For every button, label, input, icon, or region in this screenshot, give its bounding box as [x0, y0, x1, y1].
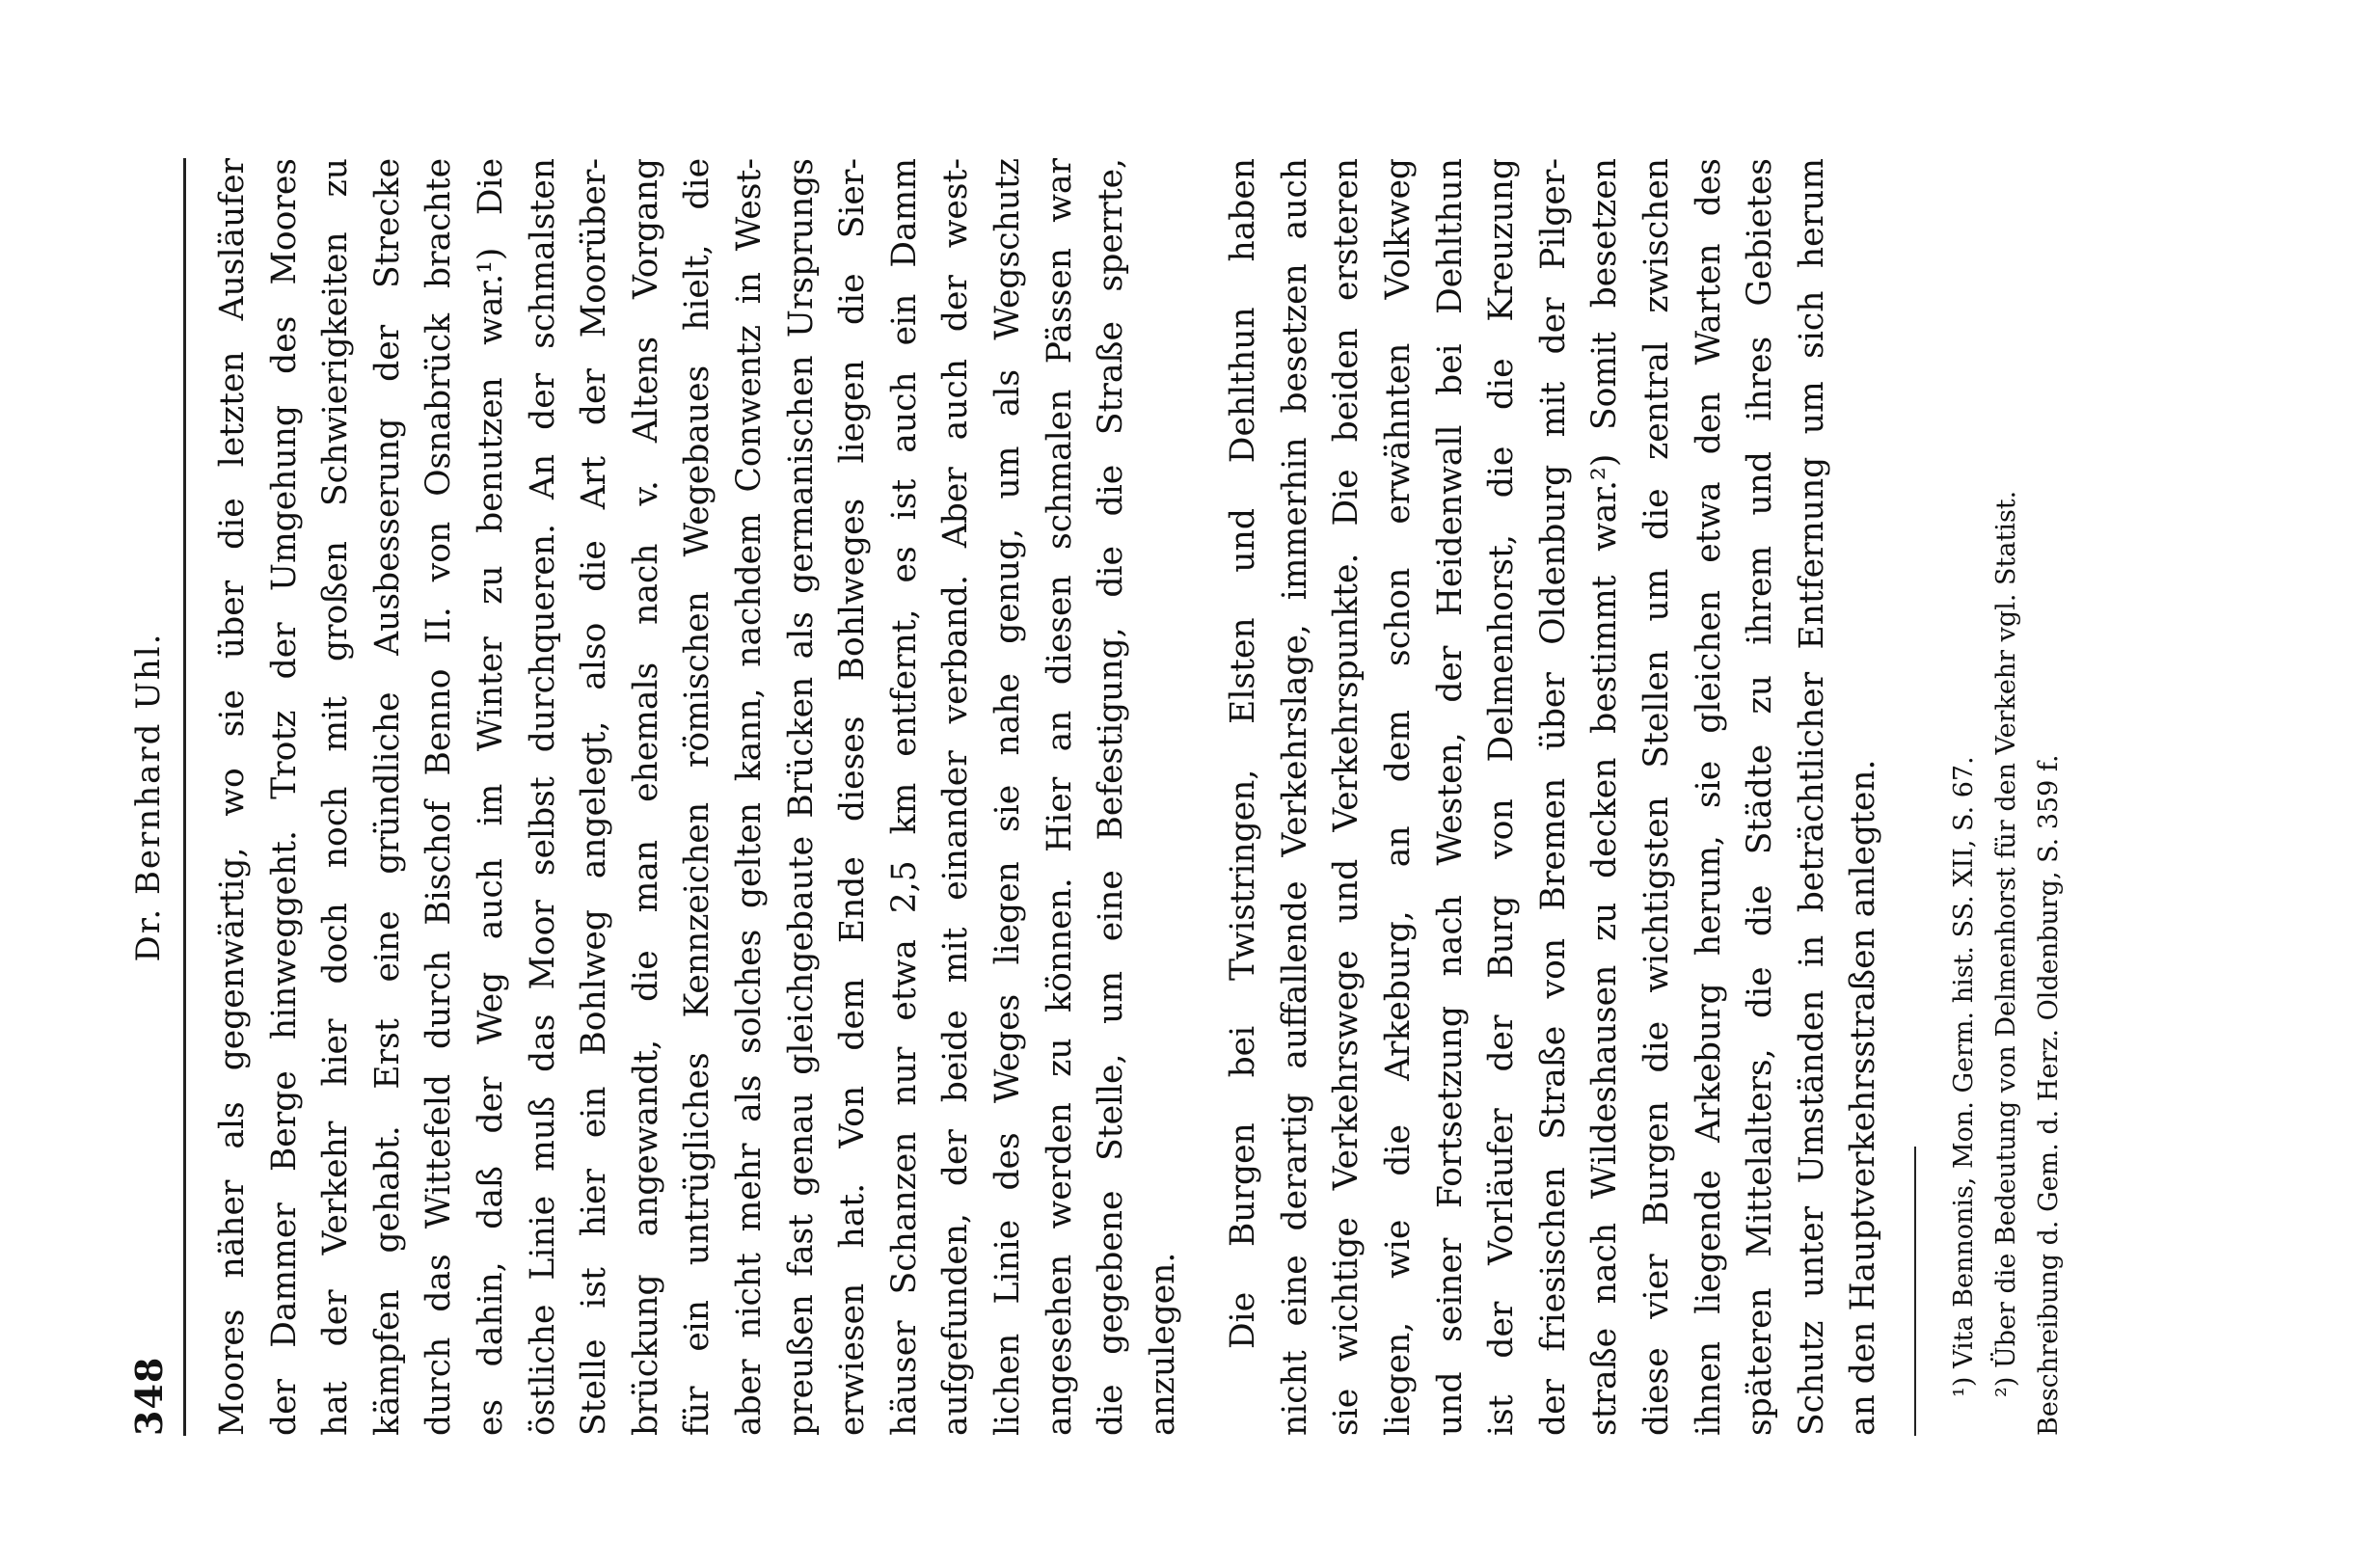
text-line: hat der Verkehr hier doch noch mit großen Schwierigkeiten zu — [316, 158, 356, 1436]
text-line: die gegebene Stelle, um eine Befestigung, die die Straße sperrte, — [1092, 158, 1131, 1436]
text-line: Stelle ist hier ein Bohlweg angelegt, also die Art der Moorüber- — [575, 158, 614, 1436]
text-line: anzulegen. — [1143, 1252, 1182, 1436]
text-line: Moores näher als gegenwärtig, wo sie über die letzten Ausläufer — [213, 158, 252, 1436]
text-line: lichen Linie des Weges liegen sie nahe genug, um als Wegschutz — [987, 158, 1027, 1436]
page-header — [125, 158, 186, 1436]
text-line: preußen fast genau gleichgebaute Brücken als germanischen Ursprungs — [781, 158, 821, 1436]
text-line: ihnen liegende Arkeburg herum, sie gleichen etwa den Warten des — [1689, 158, 1728, 1436]
text-line: erwiesen hat. Von dem Ende dieses Bohlweges liegen die Sier- — [833, 158, 873, 1436]
text-line: aufgefunden, der beide mit einander verband. Aber auch der west- — [936, 158, 976, 1436]
text-line: straße nach Wildeshausen zu decken bestimmt war.²) Somit besetzen — [1585, 158, 1625, 1436]
text-line: ist der Vorläufer der Burg von Delmenhorst, die die Kreuzung — [1482, 158, 1522, 1436]
text-line: nicht eine derartig auffallende Verkehrslage, immerhin besetzen auch — [1275, 158, 1314, 1436]
text-line: aber nicht mehr als solches gelten kann, nachdem Conwentz in West- — [729, 158, 769, 1436]
text-line: brückung angewandt, die man ehemals nach v. Altens Vorgang — [626, 158, 665, 1436]
footnote-rule — [1914, 1147, 1916, 1436]
text-line: der Dammer Berge hinweggeht. Trotz der Umgehung des Moores — [264, 158, 304, 1436]
footnote-2-continuation: Beschreibung d. Gem. d. Herz. Oldenburg, S. 359 f. — [2034, 754, 2064, 1436]
text-line: es dahin, daß der Weg auch im Winter zu benutzen war.¹) Die — [471, 158, 510, 1436]
text-line: kämpfen gehabt. Erst eine gründliche Ausbesserung der Strecke — [367, 158, 407, 1436]
footnotes — [1943, 158, 2070, 1436]
text-line: und seiner Fortsetzung nach Westen, der Heidenwall bei Dehlthun — [1430, 158, 1470, 1436]
footnote-2: ²) Über die Bedeutung von Delmenhorst für den Verkehr vgl. Statist. — [1991, 490, 2021, 1397]
paragraph-1 — [207, 158, 1189, 1436]
text-line: der friesischen Straße von Bremen über Oldenburg mit der Pilger- — [1533, 158, 1573, 1436]
text-line: Die Burgen bei Twistringen, Elsten und Dehlthun haben — [1224, 158, 1263, 1349]
text-line: liegen, wie die Arkeburg, an dem schon erwähnten Volkweg — [1379, 158, 1419, 1436]
paragraph-gap — [1189, 158, 1218, 1436]
body-text — [207, 158, 1890, 1436]
footnote-1: ¹) Vita Bennonis, Mon. Germ. hist. SS. XII, S. 67. — [1949, 756, 1979, 1397]
text-line: östliche Linie muß das Moor selbst durchqueren. An der schmalsten — [523, 158, 562, 1436]
text-line: angesehen werden zu können. Hier an diesen schmalen Pässen war — [1040, 158, 1079, 1436]
text-line: durch das Wittefeld durch Bischof Benno II. von Osnabrück brachte — [419, 158, 459, 1436]
page-number: 348 — [127, 1356, 171, 1436]
text-line: für ein untrügliches Kennzeichen römischen Wegebaues hielt, die — [678, 158, 717, 1436]
text-line: Schutz unter Umständen in beträchtlicher Entfernung um sich herum — [1792, 158, 1831, 1436]
text-line: an den Hauptverkehrsstraßen anlegten. — [1844, 759, 1883, 1436]
text-line: sie wichtige Verkehrswege und Verkehrspunkte. Die beiden ersteren — [1327, 158, 1366, 1436]
text-line: diese vier Burgen die wichtigsten Stellen um die zentral zwischen — [1637, 158, 1677, 1436]
text-line: häuser Schanzen nur etwa 2,5 km entfernt, es ist auch ein Damm — [884, 158, 924, 1436]
paragraph-2 — [1218, 158, 1890, 1436]
running-head: Dr. Bernhard Uhl. — [129, 632, 168, 962]
text-line: späteren Mittelalters, die die Städte zu ihrem und ihres Gebietes — [1741, 158, 1780, 1436]
